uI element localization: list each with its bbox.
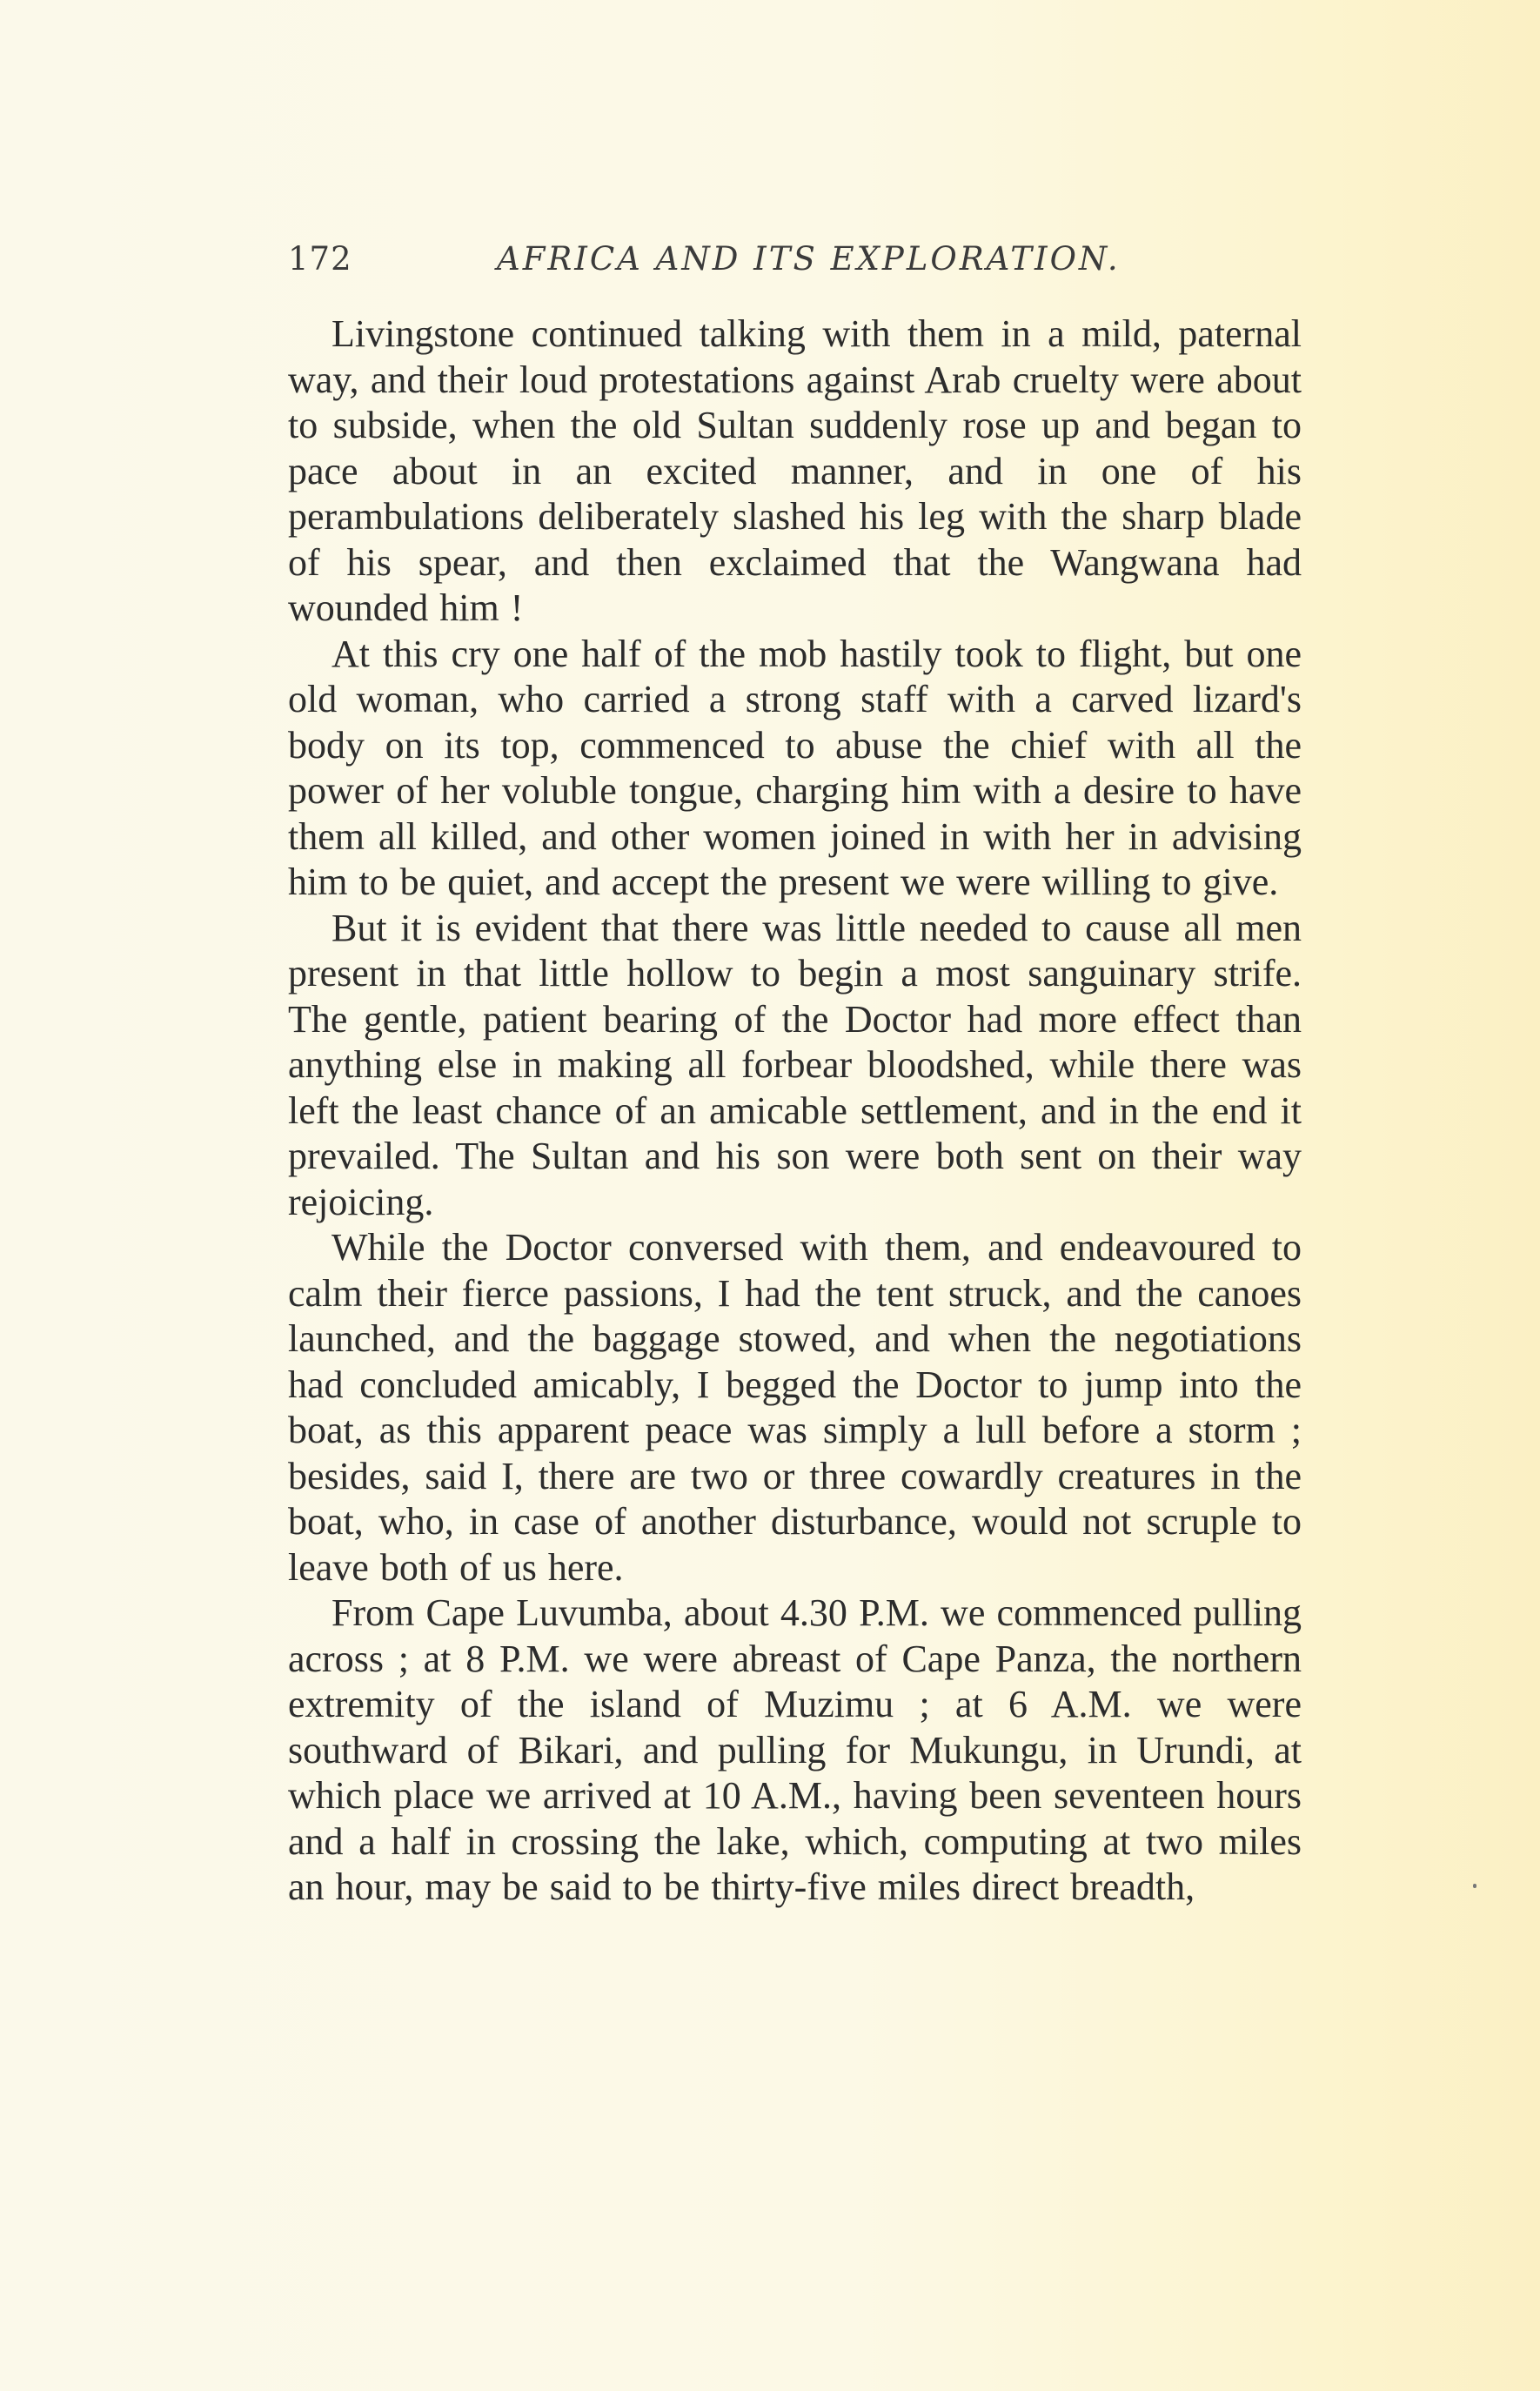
paragraph-while-the-doctor: While the Doctor conversed with them, and endeavoured to calm their fierce passions, I had the tent struck, and the canoes launched, and the baggage stowed, and when the negotiations had concluded amicably, I begged the Doctor to jump into the boat, as this apparent peace was simply a lull before a storm ; besides, said I, there are two or three cowardly creatures in the boat, who, in case of another disturbance, would not scruple to leave both of us here. xyxy=(288,1226,1302,1589)
paragraph-livingstone-continued: Livingstone continued talking with them in a mild, paternal way, and their loud protestations against Arab cruelty were about to subside, when the old Sultan suddenly rose up and began to pace about in an excited manner, and in one of his perambulations deliberately slashed his leg with the sharp blade of his spear, and then exclaimed that the Wangwana had wounded him ! xyxy=(288,312,1302,629)
paragraph-but-it-is-evident: But it is evident that there was little needed to cause all men present in that little hollow to begin a most sanguinary strife. The gentle, patient bearing of the Doctor had more effect than anything else in making all forbear bloodshed, while there was left the least chance of an amicable settlement, and in the end it prevailed. The Sultan and his son were both sent on their way rejoicing. xyxy=(288,906,1302,1223)
page-number: 172 xyxy=(288,240,352,278)
running-head xyxy=(288,238,1123,281)
paragraph-from-cape-luvumba: From Cape Luvumba, about 4.30 P.M. we commenced pulling across ; at 8 P.M. we were abreast of Cape Panza, the northern extremity of the island of Muzimu ; at 6 A.M. we were southward of Bikari, and pulling for Mukungu, in Urundi, at which place we arrived at 10 A.M., having been seventeen hours and a half in crossing the lake, which, computing at two miles an hour, may be said to be thirty-five miles direct breadth, xyxy=(288,1591,1302,1908)
paragraph-at-this-cry: At this cry one half of the mob hastily took to flight, but one old woman, who carried a strong staff with a carved lizard's body on its top, commenced to abuse the chief with all the power of her voluble tongue, charging him with a desire to have them all killed, and other women joined in with her in advising him to be quiet, and accept the present we were willing to give. xyxy=(288,632,1302,903)
paper-speck xyxy=(1473,1884,1476,1888)
body-text xyxy=(288,311,1302,1911)
book-title: AFRICA AND ITS EXPLORATION. xyxy=(497,240,1121,278)
